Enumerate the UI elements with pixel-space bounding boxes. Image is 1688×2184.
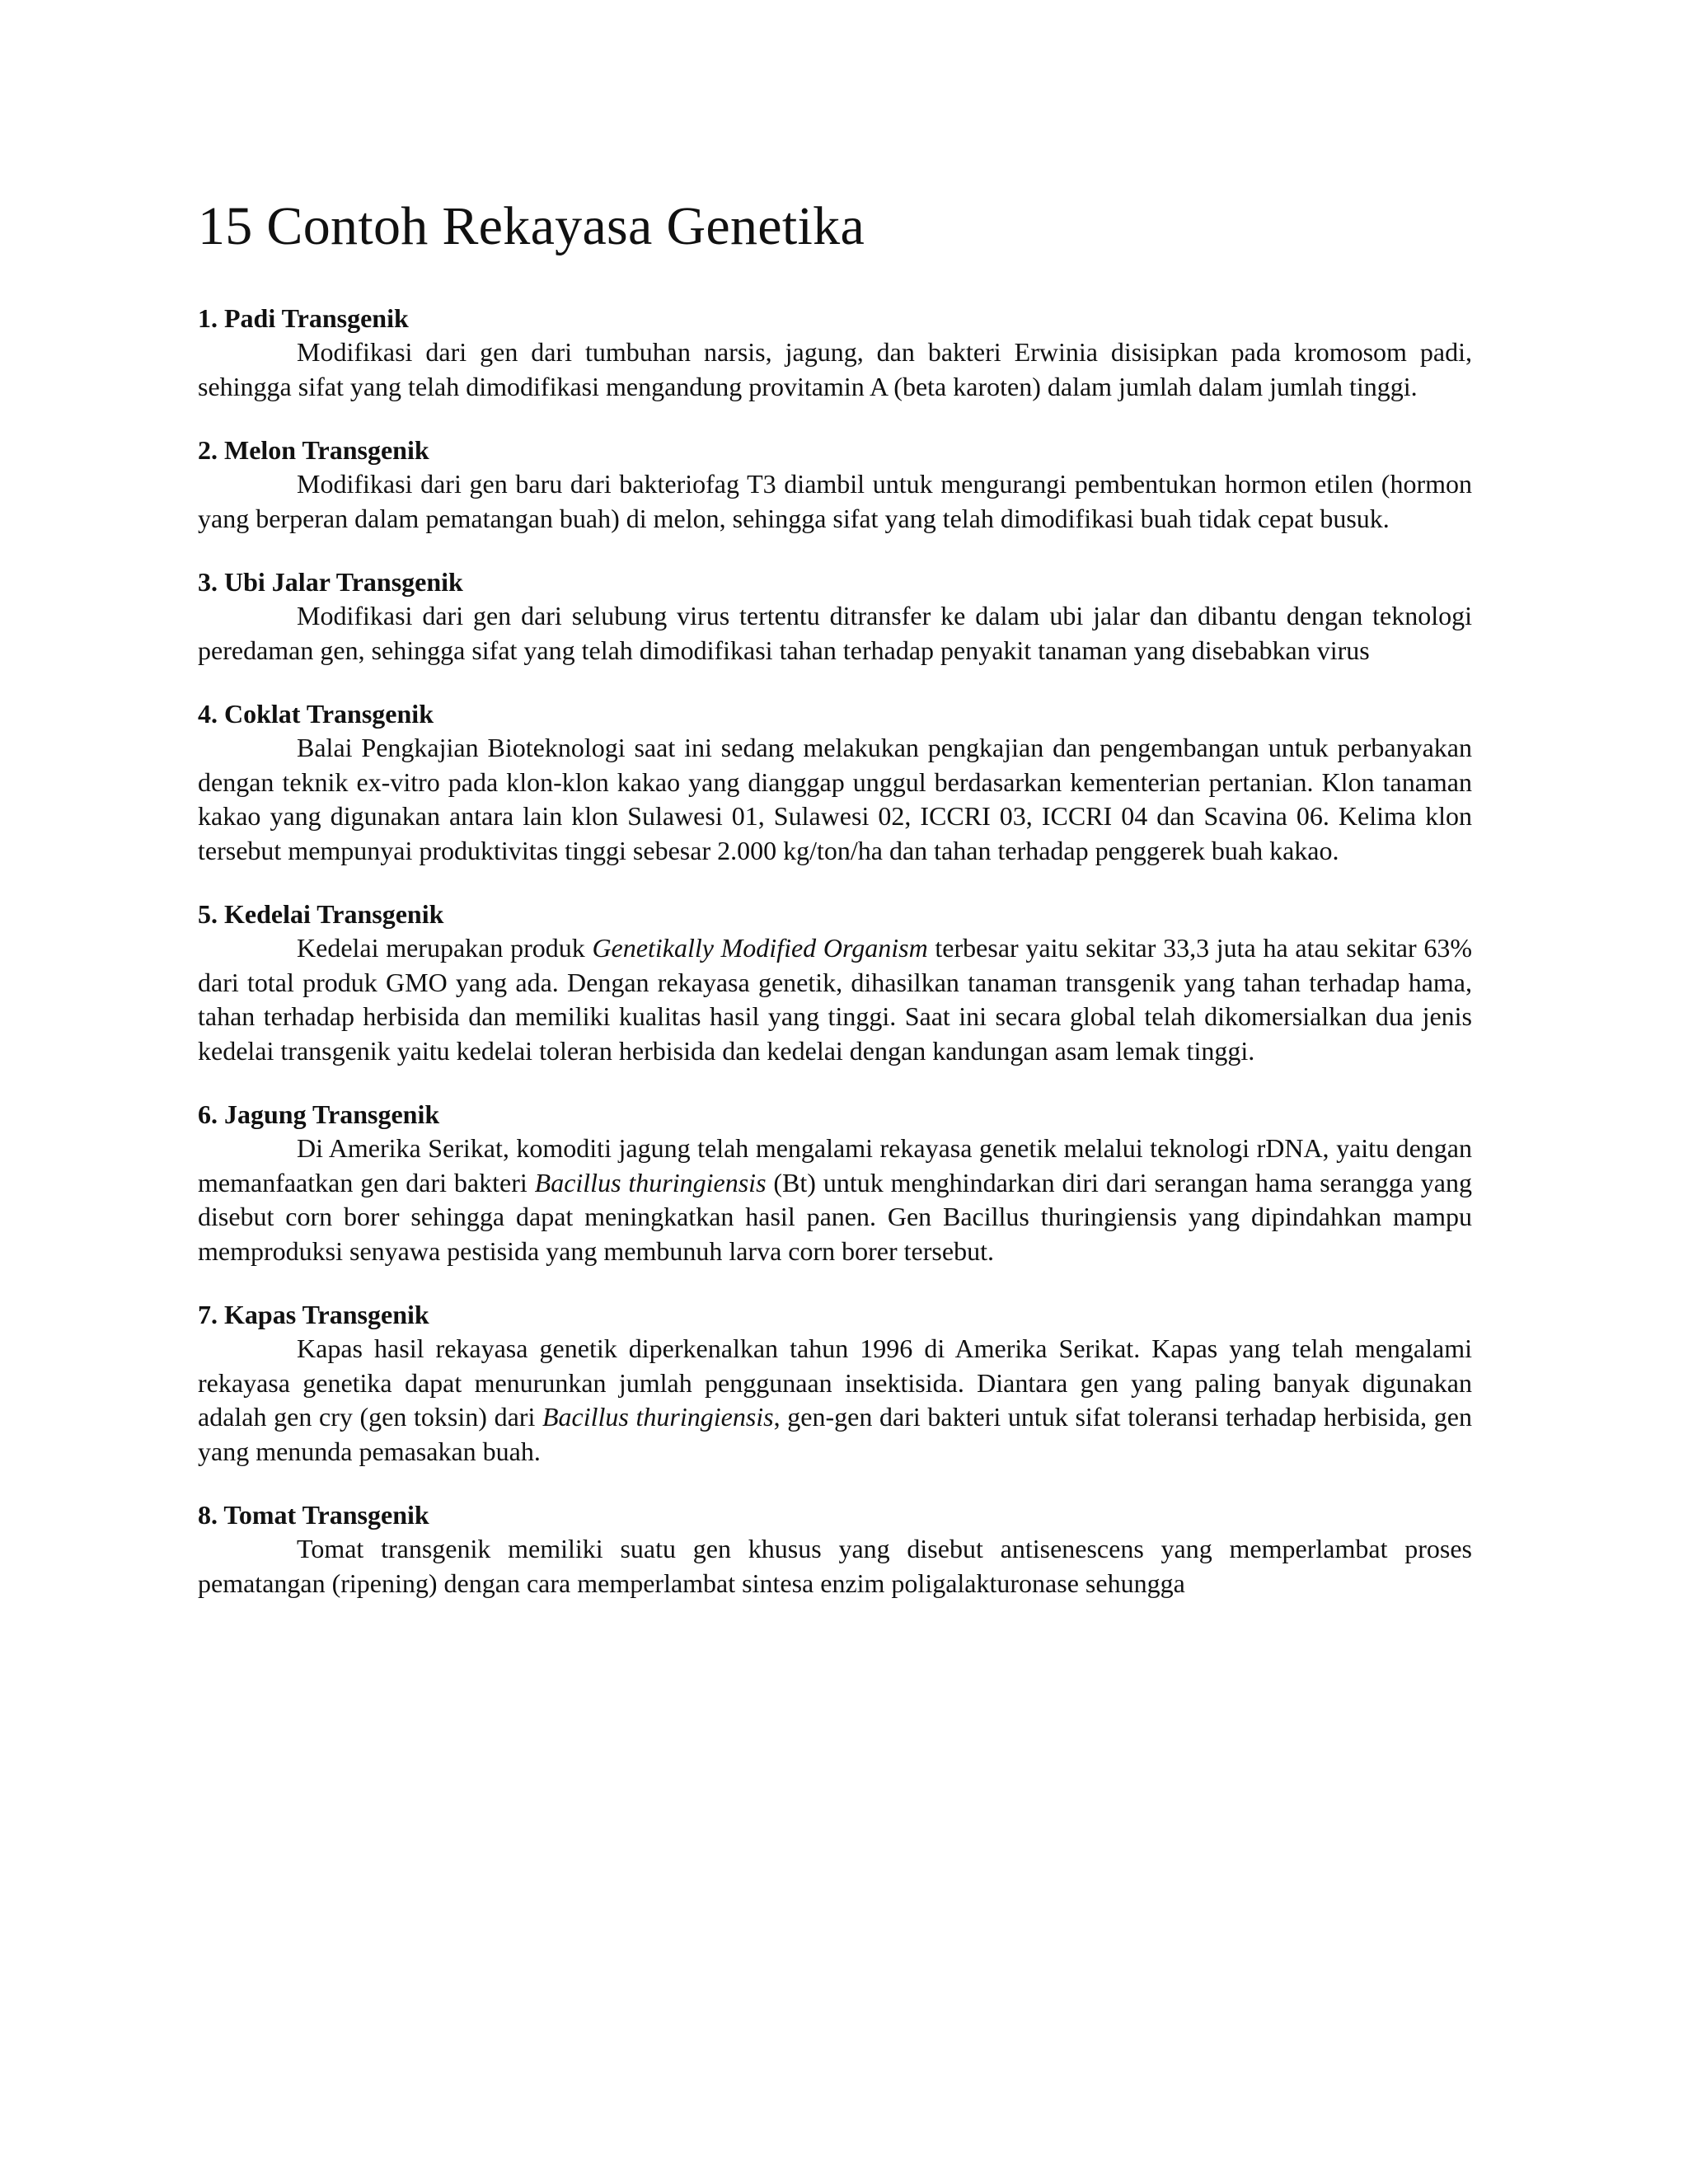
body-text: Kedelai merupakan produk <box>297 933 593 963</box>
body-text: Di Amerika Serikat, komoditi jagung telah mengalami rekayasa genetik melalui teknologi rDNA, yaitu dengan memanfaatkan gen dari bakteri <box>198 1133 1472 1197</box>
section-heading: 4. Coklat Transgenik <box>198 699 434 729</box>
document-page <box>198 194 1472 1630</box>
body-text: terbesar yaitu sekitar 33,3 juta ha atau sekitar 63% dari total produk GMO yang ada. Dengan rekayasa genetik, dihasilkan tanaman transgenik yang tahan terhadap hama, tahan terhadap herbisida dan memiliki kualitas hasil yang tinggi. Saat ini secara global telah dikomersialkan dua jenis kedelai transgenik yaitu kedelai toleran herbisida dan kedelai dengan kandungan asam lemak tinggi. <box>198 933 1473 1066</box>
body-text: Kapas hasil rekayasa genetik diperkenalkan tahun 1996 di Amerika Serikat. Kapas yang telah mengalami rekayasa genetika dapat menurunkan jumlah penggunaan insektisida. Diantara gen yang paling banyak digunakan adalah gen cry (gen toksin) dari <box>198 1333 1472 1432</box>
section-body <box>198 931 1472 1068</box>
section <box>198 565 1472 668</box>
section-body <box>198 1332 1472 1469</box>
section-body <box>198 1132 1472 1268</box>
section <box>198 898 1472 1068</box>
section-body <box>198 599 1472 668</box>
section-heading: 7. Kapas Transgenik <box>198 1300 429 1330</box>
section-heading: 8. Tomat Transgenik <box>198 1500 429 1530</box>
section <box>198 697 1472 868</box>
body-text: Tomat transgenik memiliki suatu gen khusus yang disebut antisenescens yang memperlambat proses pematangan (ripening) dengan cara memperlambat sintesa enzim poligalakturonase sehungga <box>198 1534 1472 1598</box>
body-text: Modifikasi dari gen dari selubung virus tertentu ditransfer ke dalam ubi jalar dan dibantu dengan teknologi peredaman gen, sehingga sifat yang telah dimodifikasi tahan terhadap penyakit tanaman yang disebabkan virus <box>198 601 1472 665</box>
body-text: Modifikasi dari gen dari tumbuhan narsis, jagung, dan bakteri Erwinia disisipkan pada kromosom padi, sehingga sifat yang telah dimodifikasi mengandung provitamin A (beta karoten) dalam jumlah dalam jumlah tinggi. <box>198 337 1472 401</box>
body-text: Balai Pengkajian Bioteknologi saat ini sedang melakukan pengkajian dan pengembangan untuk perbanyakan dengan teknik ex-vitro pada klon-klon kakao yang dianggap unggul berdasarkan kementerian pertanian. Klon tanaman kakao yang digunakan antara lain klon Sulawesi 01, Sulawesi 02, ICCRI 03, ICCRI 04 dan Scavina 06. Kelima klon tersebut mempunyai produktivitas tinggi sebesar 2.000 kg/ton/ha dan tahan terhadap penggerek buah kakao. <box>198 733 1472 865</box>
italic-term: Bacillus thuringiensis <box>534 1167 767 1197</box>
section-heading: 1. Padi Transgenik <box>198 303 409 334</box>
section-body <box>198 1532 1472 1601</box>
italic-term: Genetikally Modified Organism <box>592 933 928 963</box>
section <box>198 1098 1472 1268</box>
section-heading: 3. Ubi Jalar Transgenik <box>198 567 463 598</box>
section <box>198 434 1472 536</box>
section-body <box>198 467 1472 536</box>
body-text: Modifikasi dari gen baru dari bakteriofag T3 diambil untuk mengurangi pembentukan hormon etilen (hormon yang berperan dalam pematangan buah) di melon, sehingga sifat yang telah dimodifikasi buah tidak cepat busuk. <box>198 469 1472 533</box>
section-body <box>198 731 1472 868</box>
sections-container <box>198 302 1472 1601</box>
section-heading: 6. Jagung Transgenik <box>198 1099 440 1130</box>
section <box>198 302 1472 404</box>
body-text: , gen-gen dari bakteri untuk sifat toleransi terhadap herbisida, gen yang menunda pemasakan buah. <box>198 1402 1473 1466</box>
body-text: (Bt) untuk menghindarkan diri dari serangan hama serangga yang disebut corn borer sehingga dapat meningkatkan hasil panen. Gen Bacillus thuringiensis yang dipindahkan mampu memproduksi senyawa pestisida yang membunuh larva corn borer tersebut. <box>198 1167 1472 1266</box>
section-heading: 5. Kedelai Transgenik <box>198 899 444 930</box>
section <box>198 1498 1472 1601</box>
section <box>198 1298 1472 1469</box>
document-title: 15 Contoh Rekayasa Genetika <box>198 196 865 256</box>
section-body <box>198 335 1472 404</box>
section-heading: 2. Melon Transgenik <box>198 435 429 466</box>
italic-term: Bacillus thuringiensis <box>542 1402 774 1432</box>
